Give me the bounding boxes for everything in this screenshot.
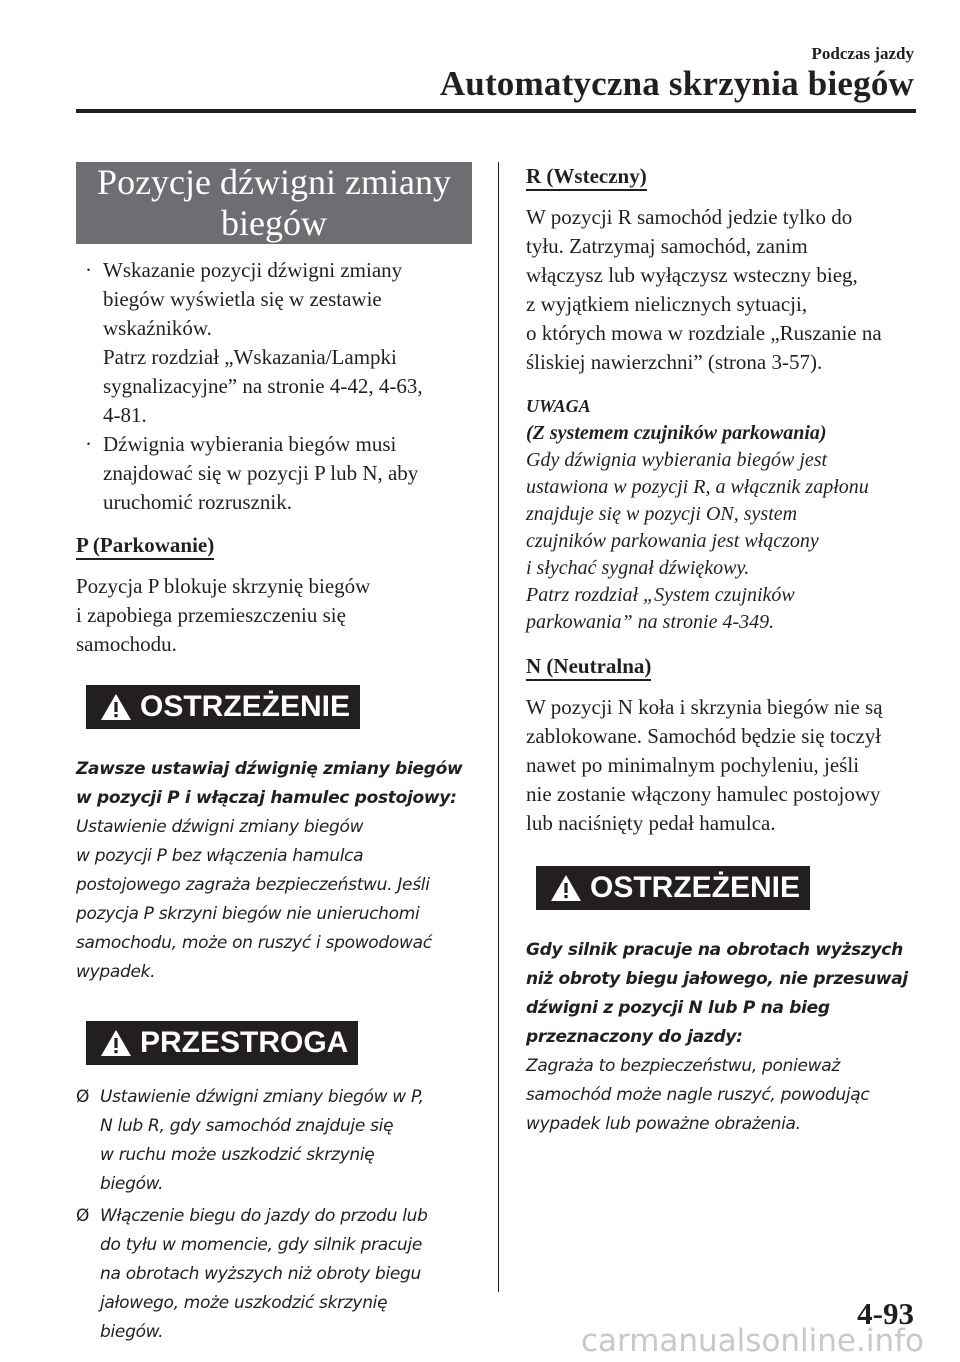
caution-item: Ø Włączenie biegu do jazdy do przodu lub do tyłu w momencie, gdy silnik pracuje na obrotach wyższych niż obroty biegu jałowego, może uszkodzić skrzynię biegów. [76,1202,476,1347]
bullet-dot: · [85,432,92,456]
arrow-bullet-icon: Ø [76,1087,90,1107]
bullet-item: · Dźwignia wybierania biegów musi znajdować się w pozycji P lub N, aby uruchomić rozrusznik. [85,432,419,514]
topic-title-line: biegów [221,203,327,243]
warning-label: OSTRZEŻENIE [140,690,351,723]
topic-title-line: Pozycje dźwigni zmiany [97,162,451,202]
topic-title-box [76,162,472,244]
section-title: Automatyczna skrzynia biegów [439,64,914,103]
page-number: 4-93 [857,1296,914,1331]
r-heading: R (Wsteczny) [526,162,926,191]
left-column [76,162,476,1350]
bullet-item: · Wskazanie pozycji dźwigni zmiany biegów wyświetla się w zestawie wskaźników. Patrz rozdział „Wskazania/Lampki sygnalizacyjne” na stronie 4-42, 4-63, 4-81. [85,258,423,427]
warning-text: Zawsze ustawiaj dźwignię zmiany biegów w pozycji P i włączaj hamulec postojowy: Ustawienie dźwigni zmiany biegów w pozycji P bez włączenia hamulca postojowego zagraża bezpieczeństwu. Jeśli pozycja P skrzyni biegów nie unieruchomi samochodu, może on ruszyć i spowodować wypadek. [76,759,463,982]
chapter-label: Podczas jazdy [811,44,914,63]
warning-label: OSTRZEŻENIE [590,871,801,904]
right-column [526,162,926,1139]
watermark: carmanualsonline.info [580,1323,924,1359]
p-description: Pozycja P blokuje skrzynię biegów i zapobiega przemieszczeniu się samochodu. [76,574,371,656]
warning-triangle-icon [550,874,582,902]
caution-badge [86,1021,358,1065]
caution-list [76,1083,476,1347]
intro-bullets [76,256,476,517]
warning-badge [536,866,810,910]
arrow-bullet-icon: Ø [76,1206,90,1226]
bullet-dot: · [85,258,92,282]
column-divider [498,162,499,1292]
warning-triangle-icon [100,693,132,721]
parking-sensor-note: UWAGA (Z systemem czujników parkowania) Gdy dźwignia wybierania biegów jest ustawiona w pozycji R, a włącznik zapłonu znajduje się w pozycji ON, system czujników parkowania jest włączony i słychać sygnał dźwiękowy. Patrz rozdział „System czujników parkowania” na stronie 4-349. [526,396,869,633]
p-heading: P (Parkowanie) [76,531,476,560]
n-heading: N (Neutralna) [526,652,926,681]
warning-badge [86,685,360,729]
r-description: W pozycji R samochód jedzie tylko do tyłu. Zatrzymaj samochód, zanim włączysz lub wyłączysz wsteczny bieg, z wyjątkiem nielicznych sytuacji, o których mowa w rozdziale „Ruszanie na śliskiej nawierzchni” (strona 3-57). [526,205,882,374]
caution-item: Ø Ustawienie dźwigni zmiany biegów w P, N lub R, gdy samochód znajduje się w ruchu może uszkodzić skrzynię biegów. [76,1083,476,1199]
header-rule [76,109,916,113]
n-description: W pozycji N koła i skrzynia biegów nie są zablokowane. Samochód będzie się toczył nawet po minimalnym pochyleniu, jeśli nie zostanie włączony hamulec postojowy lub naciśnięty pedał hamulca. [526,695,883,835]
caution-label: PRZESTROGA [140,1026,349,1059]
warning-text: Gdy silnik pracuje na obrotach wyższych niż obroty biegu jałowego, nie przesuwaj dźwigni z pozycji N lub P na bieg przeznaczony do jazdy: Zagraża to bezpieczeństwu, ponieważ samochód może nagle ruszyć, powodując wypadek lub poważne obrażenia. [526,940,908,1134]
warning-triangle-icon [100,1029,132,1057]
